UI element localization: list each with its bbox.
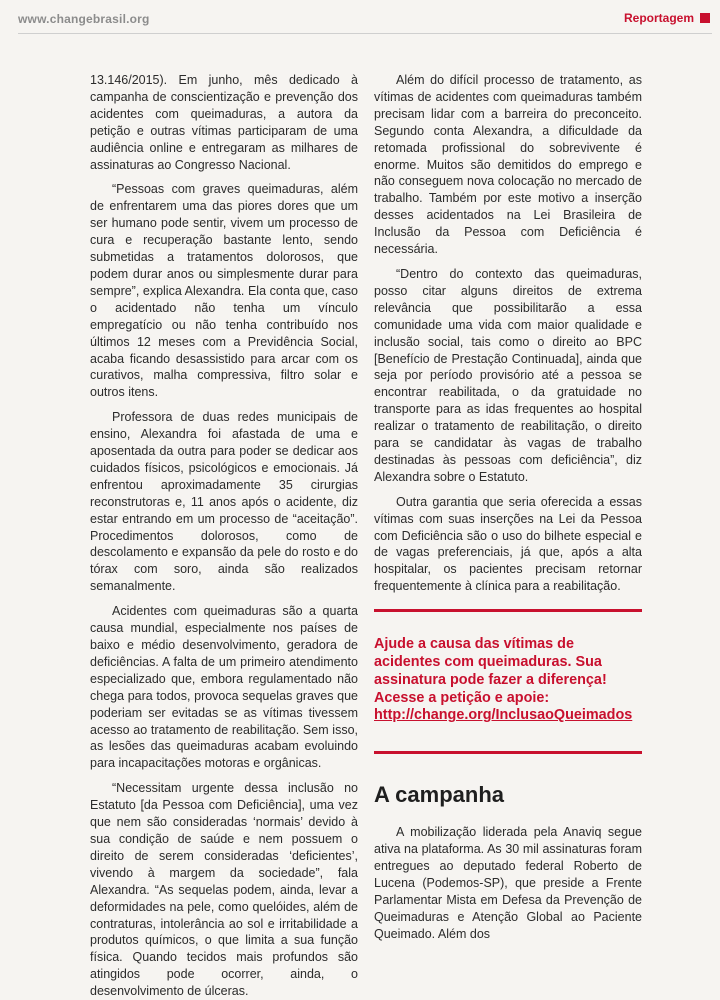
- right-column: [374, 72, 642, 943]
- callout-top-divider: [374, 609, 642, 612]
- paragraph: “Pessoas com graves queimaduras, além de enfrentarem uma das piores dores que um ser humano pode sentir, vivem um processo de cura e recuperação bastante lento, sendo submetidas a tratamentos dolorosos, que podem durar anos ou simplesmente durar para sempre”, explica Alexandra. Ela conta que, caso o acidentado não tenha um vínculo empregatício ou não tenha contribuído nos últimos 12 meses com a Previdência Social, acaba ficando desassistido para arcar com os curativos, malha compressiva, filtro solar e outros itens.: [90, 182, 358, 400]
- callout-bottom-divider: [374, 751, 642, 754]
- paragraph: Acidentes com queimaduras são a quarta causa mundial, especialmente nos países de baixo e médio desenvolvimento, geradora de deficiências. A falta de um primeiro atendimento especializado que, embora regulamentado não chega para todos, provoca sequelas graves que poderiam ser evitadas se as vítimas tivessem acesso ao tratamento de reabilitação. Sem isso, as lesões das queimaduras acabam evoluindo para incapacitações motoras e orgânicas.: [90, 604, 358, 771]
- callout-text: Ajude a causa das vítimas de acidentes com queimaduras. Sua assinatura pode fazer a diferença! Acesse a petição e apoie:: [374, 636, 607, 706]
- petition-callout: [374, 636, 642, 725]
- section-square-icon: [700, 13, 710, 23]
- paragraph: Professora de duas redes municipais de ensino, Alexandra foi afastada de uma e aposentada da outra para poder se dedicar aos cuidados físicos, psicológicos e emocionais. Já enfrentou aproximadamente 35 cirurgias reconstrutoras e, 11 anos após o acidente, diz estar entrando em um processo de “aceitação”. Procedimentos dolorosos, como de descolamento e expansão da pele do rosto e do tórax com soro, ainda são realizados semanalmente.: [90, 410, 358, 594]
- left-column: [90, 72, 358, 1000]
- paragraph: Outra garantia que seria oferecida a essas vítimas com suas inserções na Lei da Pessoa com Deficiência são o uso do bilhete especial e de vagas preferenciais, já que, após a alta hospitalar, os pacientes precisam retornar frequentemente à clínica para a reabilitação.: [374, 494, 642, 594]
- paragraph: Além do difícil processo de tratamento, as vítimas de acidentes com queimaduras também precisam lidar com a barreira do preconceito. Segundo conta Alexandra, a dificuldade da retomada profissional do sobrevivente é enorme. Muitos são demitidos do emprego e não conseguem nova colocação no mercado de trabalho. Também por este motivo a inserção desses acidentados na Lei Brasileira de Inclusão da Pessoa com Deficiência é necessária.: [374, 73, 642, 257]
- page-header: [0, 0, 720, 36]
- paragraph: “Necessitam urgente dessa inclusão no Estatuto [da Pessoa com Deficiência], uma vez que nem são consideradas ‘normais’ devido à sua condição de saúde e nem possuem o direito de serem consideradas ‘deficientes’, vivendo à margem da sociedade”, fala Alexandra. “As sequelas podem, ainda, levar a deformidades na pele, como quelóides, além de contraturas, intolerância ao sol e irritabilidade a produtos químicos, o que limita a sua função física. Quando tecidos mais profundos são atingidos pode ocorrer, ainda, o desenvolvimento de úlceras.: [90, 781, 358, 999]
- section-heading: A campanha: [374, 782, 505, 808]
- paragraph: “Dentro do contexto das queimaduras, posso citar alguns direitos de extrema relevância que possibilitarão a essa comunidade uma vida com maior qualidade e inclusão social, tais como o direito ao BPC [Benefício de Prestação Continuada], ainda que seja por período provisório até a pessoa se encontrar reabilitada, o da gratuidade no transporte para as idas frequentes ao hospital realizar o tratamento de reabilitação, o direito para se candidatar às vagas de trabalho destinadas às pessoas com deficiência”, diz Alexandra sobre o Estatuto.: [374, 266, 642, 484]
- campaign-section: [374, 782, 642, 942]
- petition-link[interactable]: http://change.org/InclusaoQueimados: [374, 707, 633, 724]
- site-url[interactable]: www.changebrasil.org: [18, 12, 150, 26]
- section-label: Reportagem: [623, 11, 694, 25]
- paragraph: A mobilização liderada pela Anaviq segue ativa na plataforma. As 30 mil assinaturas foram entregues ao deputado federal Roberto de Lucena (Podemos-SP), que preside a Frente Parlamentar Mista em Defesa da Prevenção de Queimaduras e Atenção Global ao Paciente Queimado. Além dos: [374, 825, 642, 941]
- paragraph: 13.146/2015). Em junho, mês dedicado à campanha de conscientização e prevenção dos acidentes com queimaduras, a autora da petição e outras vítimas participaram de uma audiência online e entregaram as milhares de assinaturas ao Congresso Nacional.: [90, 73, 358, 172]
- header-divider: [18, 33, 712, 34]
